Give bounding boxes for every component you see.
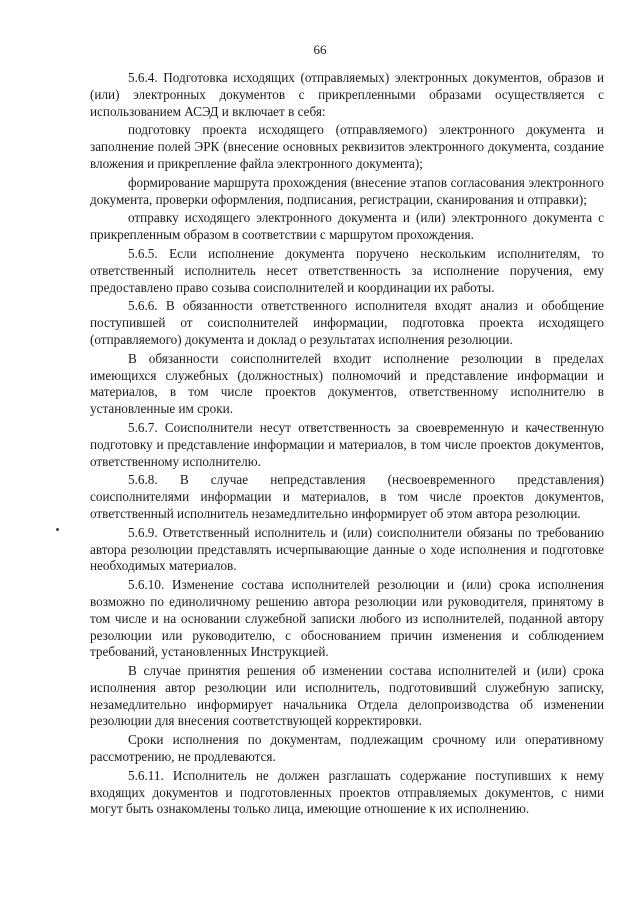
paragraph-5-6-8: 5.6.8. В случае непредставления (несвоевременного представления) соисполнителями информации и материалов, в том числе проектов документов, ответственный исполнитель незамедлительно информирует об этом автора резолюции. <box>90 472 604 521</box>
paragraph-5-6-10: 5.6.10. Изменение состава исполнителей резолюции и (или) срока исполнения возможно по единоличному решению автора резолюции или руководителя, принятому в том числе и на основании служебной записки любого из исполнителей, поданной автору резолюции или руководителю, с обоснованием причин изменения и соблюдением требований, установленных Инструкцией. <box>90 577 604 660</box>
page-number: 66 <box>313 42 327 57</box>
paragraph-5-6-11: 5.6.11. Исполнитель не должен разглашать содержание поступивших к нему входящих документов и подготовленных проектов отправляемых документов, с ними могут быть ознакомлены только лица, имеющие отношение к их исполнению. <box>90 767 604 817</box>
list-item-draft-preparation: подготовку проекта исходящего (отправляемого) электронного документа и заполнение полей ЭРК (внесение основных реквизитов электронного документа, создание вложения и прикрепление файла электронного документа); <box>90 122 604 171</box>
paragraph-5-6-7: 5.6.7. Соисполнители несут ответственность за своевременную и качественную подготовку и представление информации и материалов, в том числе проектов документов, ответственному исполнителю. <box>90 419 604 469</box>
paragraph-urgent-deadlines: Сроки исполнения по документам, подлежащим срочному или оперативному рассмотрению, не продлеваются. <box>90 732 604 765</box>
paragraph-5-6-9: 5.6.9. Ответственный исполнитель и (или) соисполнители обязаны по требованию автора резолюции представлять исчерпывающие данные о ходе исполнения и подготовке необходимых материалов. <box>90 524 604 574</box>
margin-dot <box>56 528 59 531</box>
list-item-route-formation: формирование маршрута прохождения (внесение этапов согласования электронного документа, проверки оформления, подписания, регистрации, сканирования и отправки); <box>90 174 604 207</box>
paragraph-5-6-6: 5.6.6. В обязанности ответственного исполнителя входят анализ и обобщение поступившей от соисполнителей информации, подготовка проекта исходящего (отправляемого) документа и доклад о результатах исполнения резолюции. <box>90 298 604 347</box>
paragraph-5-6-5: 5.6.5. Если исполнение документа поручено нескольким исполнителям, то ответственный исполнитель несет ответственность за исполнение поручения, ему предоставлено право созыва соисполнителей и координации их работы. <box>90 245 604 295</box>
list-item-sending: отправку исходящего электронного документа и (или) электронного документа с прикрепленным образом в соответствии с маршрутом прохождения. <box>90 210 604 243</box>
paragraph-5-6-4: 5.6.4. Подготовка исходящих (отправляемых) электронных документов, образов и (или) электронных документов с прикрепленными образами осуществляется с использованием АСЭД и включает в себя: <box>90 70 604 119</box>
document-body <box>90 70 604 820</box>
paragraph-coexecutor-duties: В обязанности соисполнителей входит исполнение резолюции в пределах имеющихся служебных (должностных) полномочий и представление информации и материалов, в том числе проектов документов, ответственному исполнителю в установленные им сроки. <box>90 350 604 417</box>
paragraph-change-decision: В случае принятия решения об изменении состава исполнителей и (или) срока исполнения автор резолюции или исполнитель, подготовивший служебную записку, незамедлительно информирует начальника Отдела делопроизводства об изменении резолюции для внесения соответствующей корректировки. <box>90 663 604 729</box>
